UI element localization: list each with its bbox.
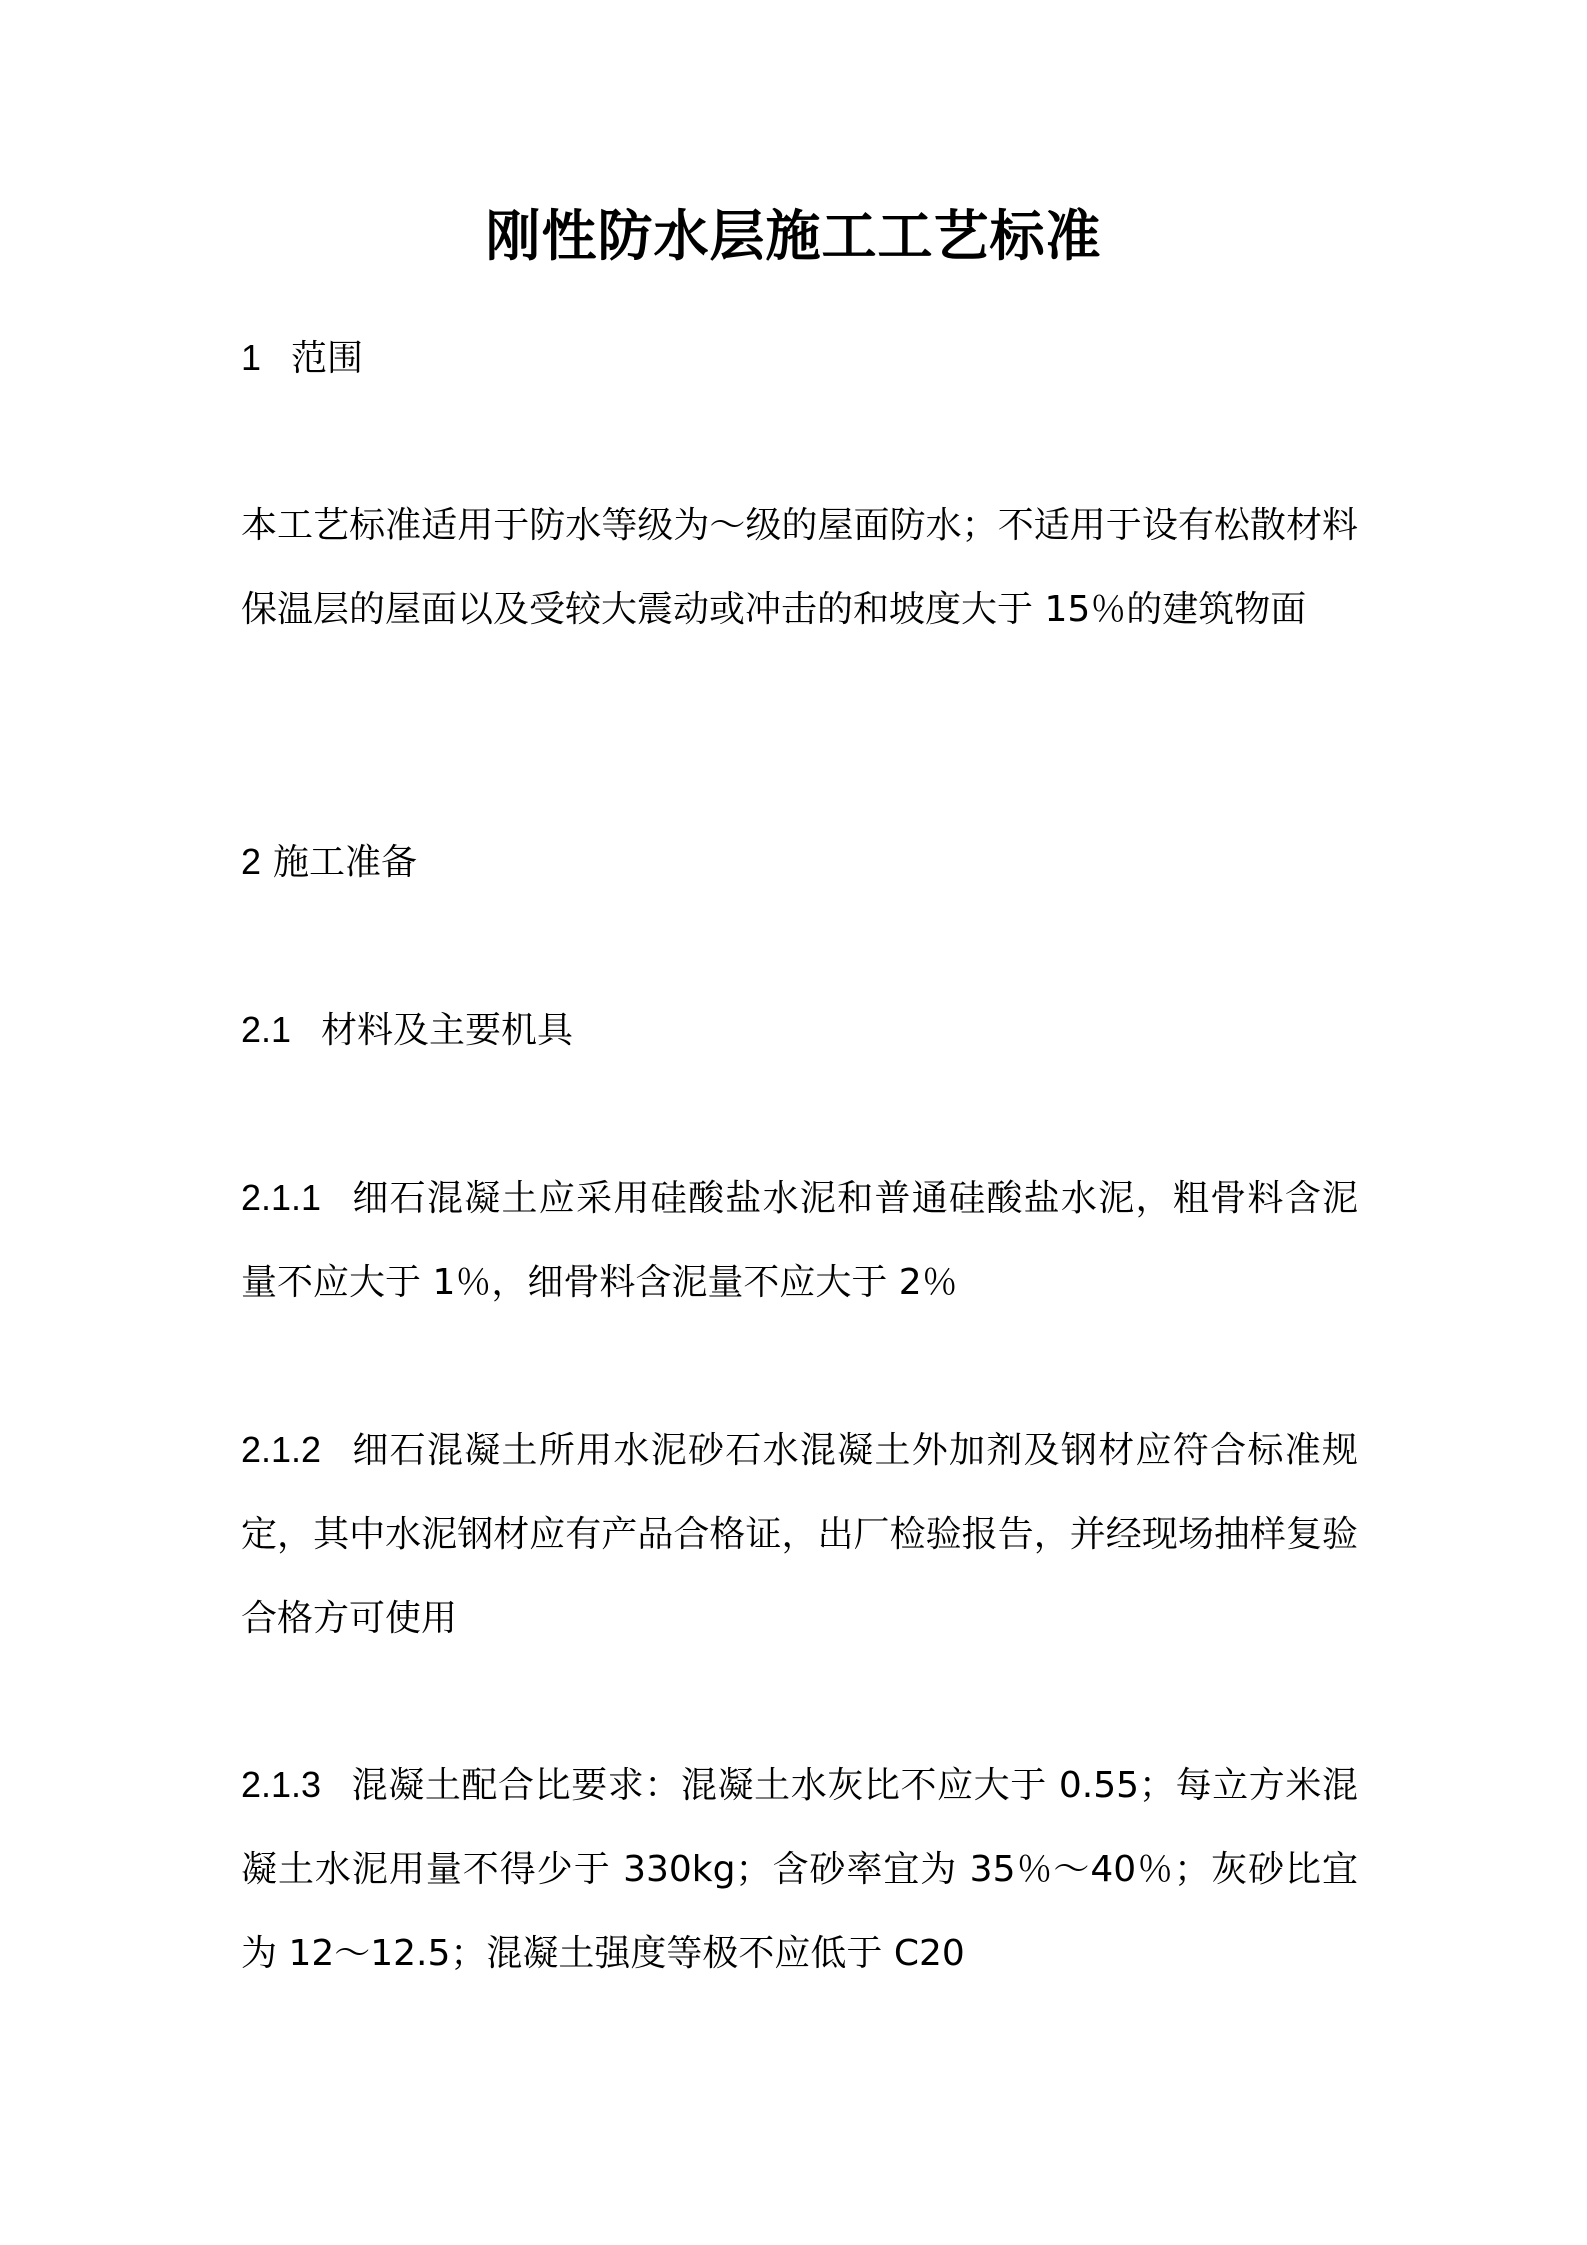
section-2-1-heading [241,988,1358,1073]
section-title: 施工准备 [273,842,418,883]
section-1-heading [241,316,1358,401]
section-2-1-1-paragraph [241,1156,1358,1325]
clause-number: 2.1.1 [241,1177,322,1218]
section-title: 材料及主要机具 [321,1010,574,1051]
section-number: 2.1 [241,1009,292,1050]
section-title: 范围 [291,338,364,379]
clause-text: 细石混凝土应采用硅酸盐水泥和普通硅酸盐水泥，粗骨料含泥量不应大于 1％，细骨料含泥量不应大于 2％ [241,1178,1358,1303]
clause-number: 2.1.3 [241,1764,322,1805]
section-2-1-3-paragraph [241,1743,1358,1996]
document-title: 刚性防水层施工工艺标准 [485,204,1102,268]
section-number: 1 [241,337,262,378]
section-2-1-2-paragraph [241,1408,1358,1661]
clause-text: 混凝土配合比要求：混凝土水灰比不应大于 0.55；每立方米混凝土水泥用量不得少于 330kg；含砂率宜为 35％～40％；灰砂比宜为 12～12.5；混凝土强度等极不应低于 C20 [241,1765,1358,1974]
section-1-paragraph: 本工艺标准适用于防水等级为～级的屋面防水；不适用于设有松散材料保温层的屋面以及受较大震动或冲击的和坡度大于 15％的建筑物面 [241,505,1358,630]
section-2-heading [241,820,1358,905]
clause-number: 2.1.2 [241,1429,322,1470]
clause-text: 细石混凝土所用水泥砂石水混凝土外加剂及钢材应符合标准规定，其中水泥钢材应有产品合格证，出厂检验报告，并经现场抽样复验合格方可使用 [241,1430,1358,1639]
section-number: 2 [241,841,262,882]
